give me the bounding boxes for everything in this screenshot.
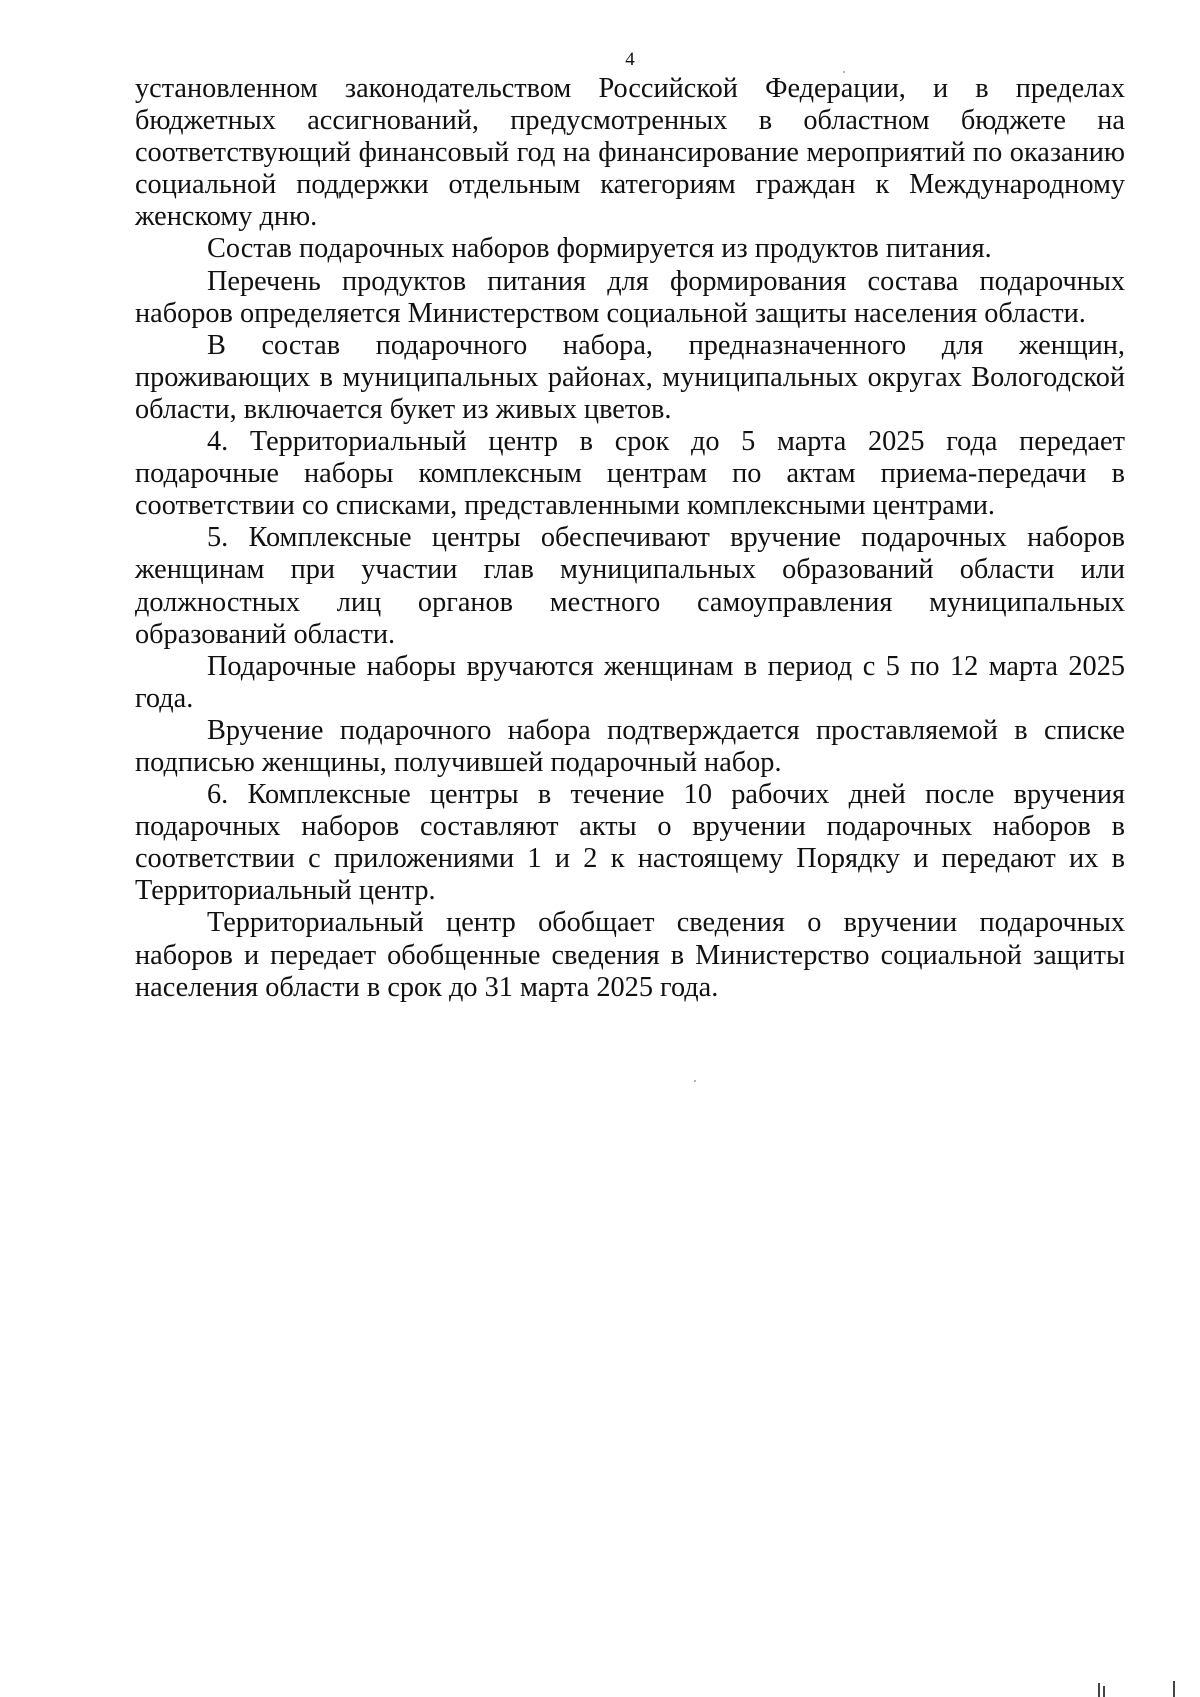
paragraph-item-6: 6. Комплексные центры в течение 10 рабочих дней после вручения подарочных наборов составляют акты о вручении подарочных наборов в соответствии с приложениями 1 и 2 к настоящему Порядку и передают их в Территориальный центр.	[135, 779, 1125, 907]
scan-edge-mark	[1103, 1686, 1105, 1697]
document-body	[135, 73, 1125, 1004]
paragraph-product-list: Перечень продуктов питания для формирования состава подарочных наборов определяется Министерством социальной защиты населения области.	[135, 265, 1125, 329]
paragraph-continuation: установленном законодательством Российской Федерации, и в пределах бюджетных ассигнований, предусмотренных в областном бюджете на соответствующий финансовый год на финансирование мероприятий по оказанию социальной поддержки отдельным категориям граждан к Международному женскому дню.	[135, 73, 1125, 233]
paragraph-summary-report: Территориальный центр обобщает сведения о вручении подарочных наборов и передает обобщенные сведения в Министерство социальной защиты населения области в срок до 31 марта 2025 года.	[135, 907, 1125, 1003]
scan-edge-mark	[1098, 1683, 1100, 1697]
paragraph-gift-set-composition: Состав подарочных наборов формируется из продуктов питания.	[207, 233, 992, 265]
paragraph-delivery-confirmation: Вручение подарочного набора подтверждается проставляемой в списке подписью женщины, получившей подарочный набор.	[135, 714, 1125, 778]
scan-speck	[694, 1080, 696, 1082]
page-number: 4	[625, 49, 635, 70]
paragraph-item-5: 5. Комплексные центры обеспечивают вручение подарочных наборов женщинам при участии глав муниципальных образований области или должностных лиц органов местного самоуправления муниципальных образований области.	[135, 522, 1125, 650]
scan-speck	[843, 71, 845, 73]
paragraph-delivery-period: Подарочные наборы вручаются женщинам в период с 5 по 12 марта 2025 года.	[135, 650, 1125, 714]
paragraph-item-4: 4. Территориальный центр в срок до 5 марта 2025 года передает подарочные наборы комплексным центрам по актам приема-передачи в соответствии со списками, представленными комплексными центрами.	[135, 426, 1125, 522]
paragraph-flower-bouquet: В состав подарочного набора, предназначенного для женщин, проживающих в муниципальных районах, муниципальных округах Вологодской области, включается букет из живых цветов.	[135, 329, 1125, 425]
scan-edge-mark	[1173, 1681, 1175, 1697]
